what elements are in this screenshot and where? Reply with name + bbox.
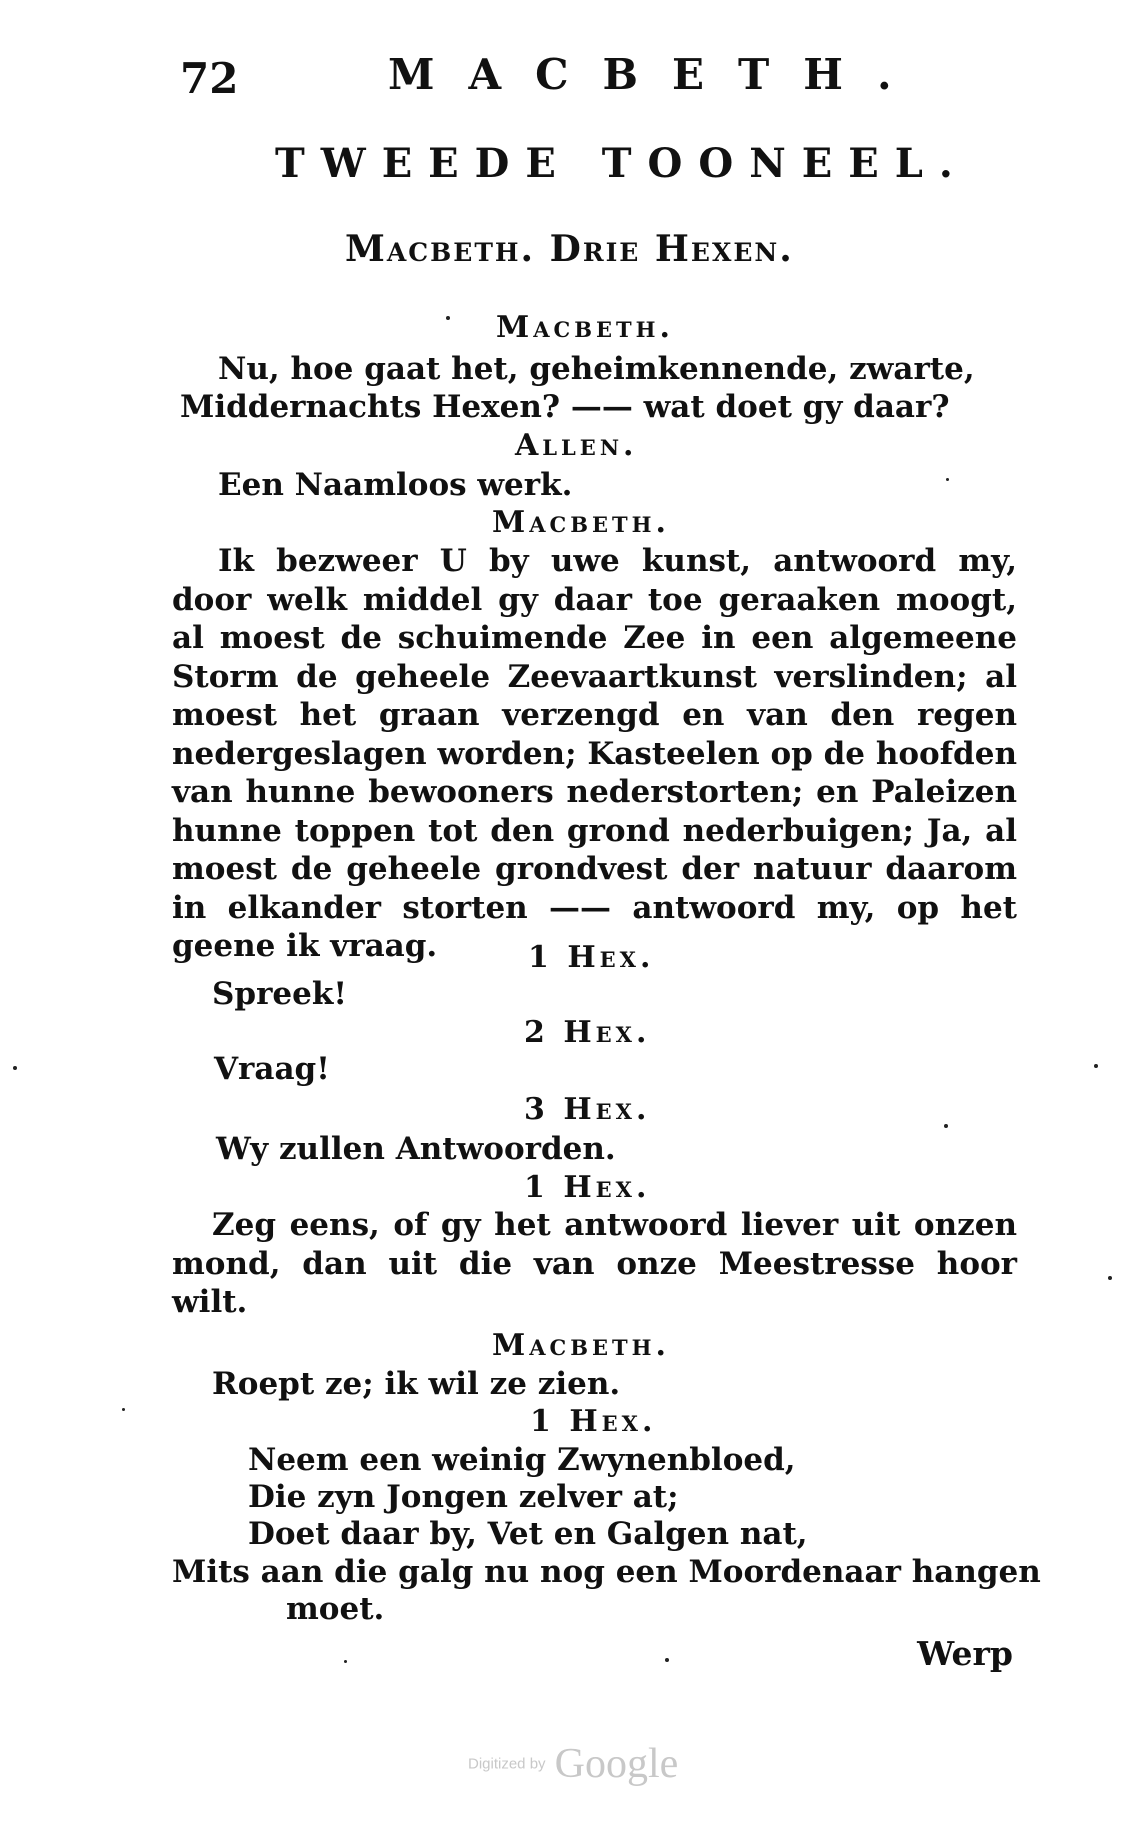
digitized-by-watermark	[468, 1740, 678, 1788]
scan-speck	[344, 1660, 347, 1663]
verse-line: moet.	[286, 1591, 385, 1627]
verse-line: Mits aan die galg nu nog een Moordenaar hangen	[172, 1554, 1041, 1590]
page-number: 72	[180, 54, 239, 103]
dialogue-line: Een Naamloos werk.	[218, 467, 573, 503]
dialogue-line: Middernachts Hexen? —— wat doet gy daar?	[180, 389, 950, 425]
dialogue-line: Nu, hoe gaat het, geheimkennende, zwarte,	[218, 351, 975, 387]
dialogue-line: Spreek!	[212, 976, 347, 1012]
scan-speck	[446, 316, 450, 320]
speaker-name: 2 Hex.	[524, 1015, 651, 1050]
speaker-name: 3 Hex.	[524, 1092, 651, 1127]
scan-speck	[665, 1658, 669, 1662]
speaker-name: Macbeth.	[496, 310, 674, 345]
verse-line: Doet daar by, Vet en Galgen nat,	[248, 1516, 808, 1552]
verse-line: Neem een weinig Zwynenbloed,	[248, 1442, 796, 1478]
speaker-name: Allen.	[515, 428, 638, 463]
dialogue-paragraph: Zeg eens, of gy het antwoord liever uit onzen mond, dan uit die van onze Meestresse hoor wilt.	[172, 1207, 1017, 1320]
catchword: Werp	[917, 1634, 1013, 1673]
scan-speck	[944, 1124, 948, 1128]
scan-speck	[122, 1408, 125, 1411]
scan-speck	[1094, 1064, 1098, 1068]
dialogue-paragraph: Ik bezweer U by uwe kunst, antwoord my, door welk middel gy daar toe geraaken moogt, al moest de schuimende Zee in een algemeene Storm de geheele Zeevaartkunst verslinden; al moest het graan verzengd en van den regen nedergeslagen worden; Kasteelen op de hoofden van hunne bewooners nederstorten; en Paleizen hunne toppen tot den grond nederbuigen; Ja, al moest de geheele grondvest der natuur daarom in elkander storten —— antwoord my, op het geene ik vraag.	[172, 543, 1017, 964]
speaker-name: Macbeth.	[492, 1328, 670, 1363]
dialogue-line: Roept ze; ik wil ze zien.	[212, 1366, 621, 1402]
scan-speck	[946, 478, 949, 481]
dialogue-line: Wy zullen Antwoorden.	[216, 1131, 616, 1167]
speaker-name: 1 Hex.	[530, 1404, 657, 1439]
verse-line: Die zyn Jongen zelver at;	[248, 1479, 679, 1515]
running-title: MACBETH.	[388, 50, 926, 99]
speaker-name: Macbeth.	[492, 505, 670, 540]
watermark-prefix: Digitized by	[468, 1755, 546, 1773]
speaker-name: 1 Hex.	[528, 940, 655, 975]
scene-cast: Macbeth. Drie Hexen.	[345, 228, 794, 270]
google-logo: Google	[554, 1741, 679, 1787]
scan-speck	[13, 1066, 17, 1070]
scan-speck	[1108, 1276, 1112, 1280]
dialogue-line: Vraag!	[214, 1051, 330, 1087]
scene-title: TWEEDE TOONEEL.	[275, 140, 969, 187]
speaker-name: 1 Hex.	[524, 1170, 651, 1205]
